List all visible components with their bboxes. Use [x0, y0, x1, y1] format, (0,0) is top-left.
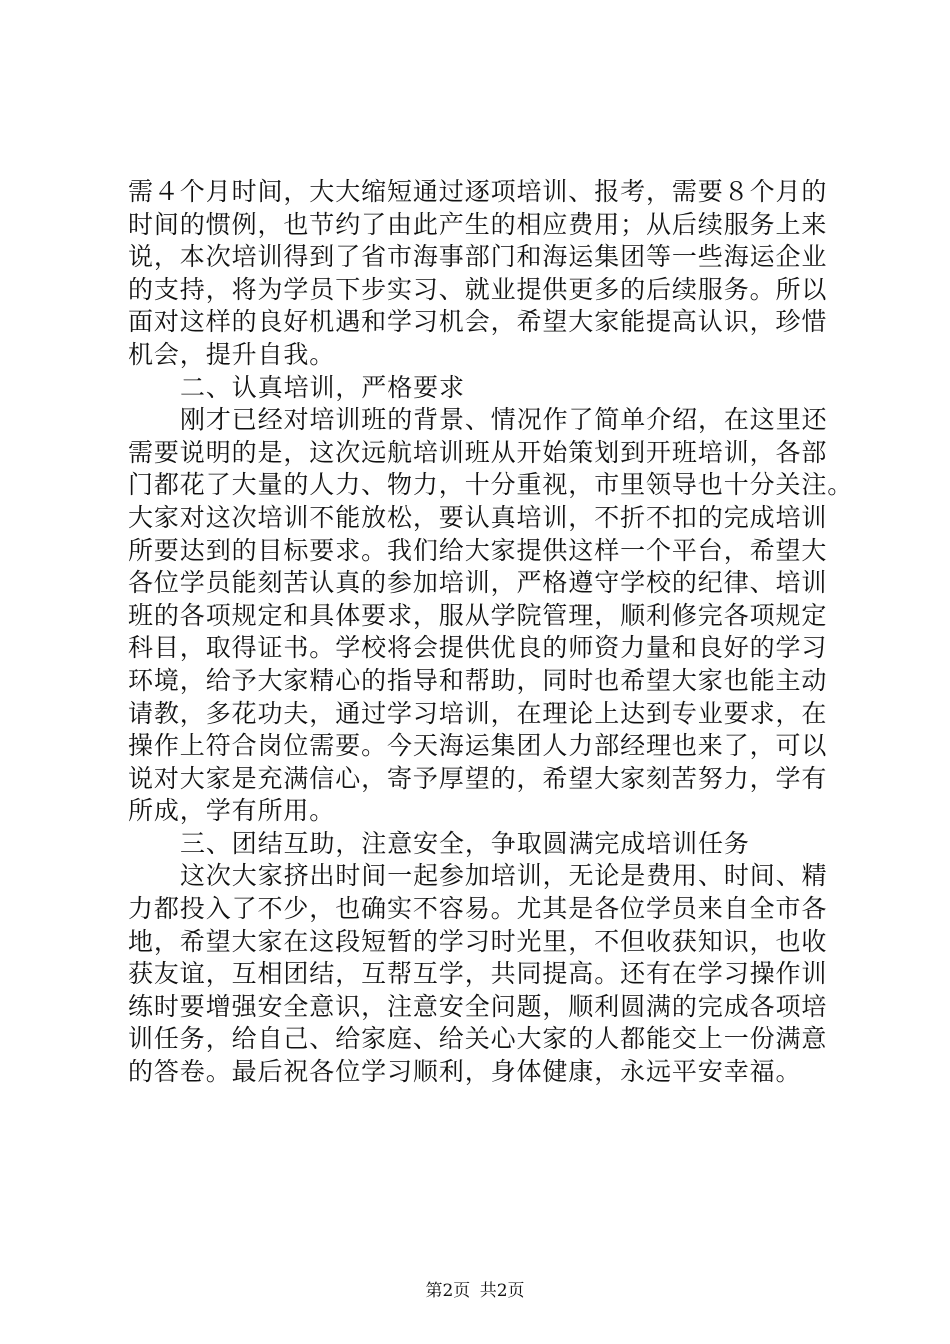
text-line: 操作上符合岗位需要。今天海运集团人力部经理也来了，可以	[128, 731, 828, 761]
text-line: 说对大家是充满信心，寄予厚望的，希望大家刻苦努力，学有	[128, 763, 828, 793]
page-total: 共2页	[479, 1281, 525, 1301]
text-line: 需４个月时间，大大缩短通过逐项培训、报考，需要８个月的	[128, 177, 828, 206]
text-line: 的答卷。最后祝各位学习顺利，身体健康，永远平安幸福。	[128, 1057, 802, 1087]
text-line: 说，本次培训得到了省市海事部门和海运集团等一些海运企业	[128, 242, 828, 272]
text-line: 科目，取得证书。学校将会提供优良的师资力量和良好的学习	[128, 633, 828, 663]
page-number: 第2页	[425, 1281, 471, 1301]
text-line: 大家对这次培训不能放松，要认真培训，不折不扣的完成培训	[128, 502, 828, 532]
text-line: 所要达到的目标要求。我们给大家提供这样一个平台，希望大	[128, 535, 828, 565]
section-heading: 三、团结互助，注意安全，争取圆满完成培训任务	[180, 828, 750, 858]
text-line: 环境，给予大家精心的指导和帮助，同时也希望大家也能主动	[128, 665, 828, 695]
page-footer	[0, 1281, 950, 1301]
text-line: 请教，多花功夫，通过学习培训，在理论上达到专业要求，在	[128, 698, 828, 728]
text-line: 门都花了大量的人力、物力，十分重视，市里领导也十分关注。	[128, 470, 854, 500]
text-line: 这次大家挤出时间一起参加培训，无论是费用、时间、精	[180, 861, 828, 891]
text-line: 需要说明的是，这次远航培训班从开始策划到开班培训，各部	[128, 437, 828, 467]
document-body	[128, 176, 854, 1089]
text-line: 的支持，将为学员下步实习、就业提供更多的后续服务。所以	[128, 274, 828, 304]
text-line: 各位学员能刻苦认真的参加培训，严格遵守学校的纪律、培训	[128, 568, 828, 598]
text-line: 练时要增强安全意识，注意安全问题，顺利圆满的完成各项培	[128, 991, 828, 1021]
text-line: 训任务，给自己、给家庭、给关心大家的人都能交上一份满意	[128, 1024, 828, 1054]
text-line: 所成，学有所用。	[128, 796, 336, 826]
text-line: 力都投入了不少，也确实不容易。尤其是各位学员来自全市各	[128, 894, 828, 924]
text-line: 时间的惯例，也节约了由此产生的相应费用；从后续服务上来	[128, 209, 828, 239]
text-line: 获友谊，互相团结，互帮互学，共同提高。还有在学习操作训	[128, 959, 828, 989]
section-heading: 二、认真培训，严格要求	[180, 372, 465, 402]
text-line: 刚才已经对培训班的背景、情况作了简单介绍，在这里还	[180, 405, 828, 435]
text-line: 面对这样的良好机遇和学习机会，希望大家能提高认识，珍惜	[128, 307, 828, 337]
text-line: 机会，提升自我。	[128, 339, 336, 369]
text-line: 地，希望大家在这段短暂的学习时光里，不但收获知识，也收	[128, 926, 828, 956]
text-line: 班的各项规定和具体要求，服从学院管理，顺利修完各项规定	[128, 600, 828, 630]
